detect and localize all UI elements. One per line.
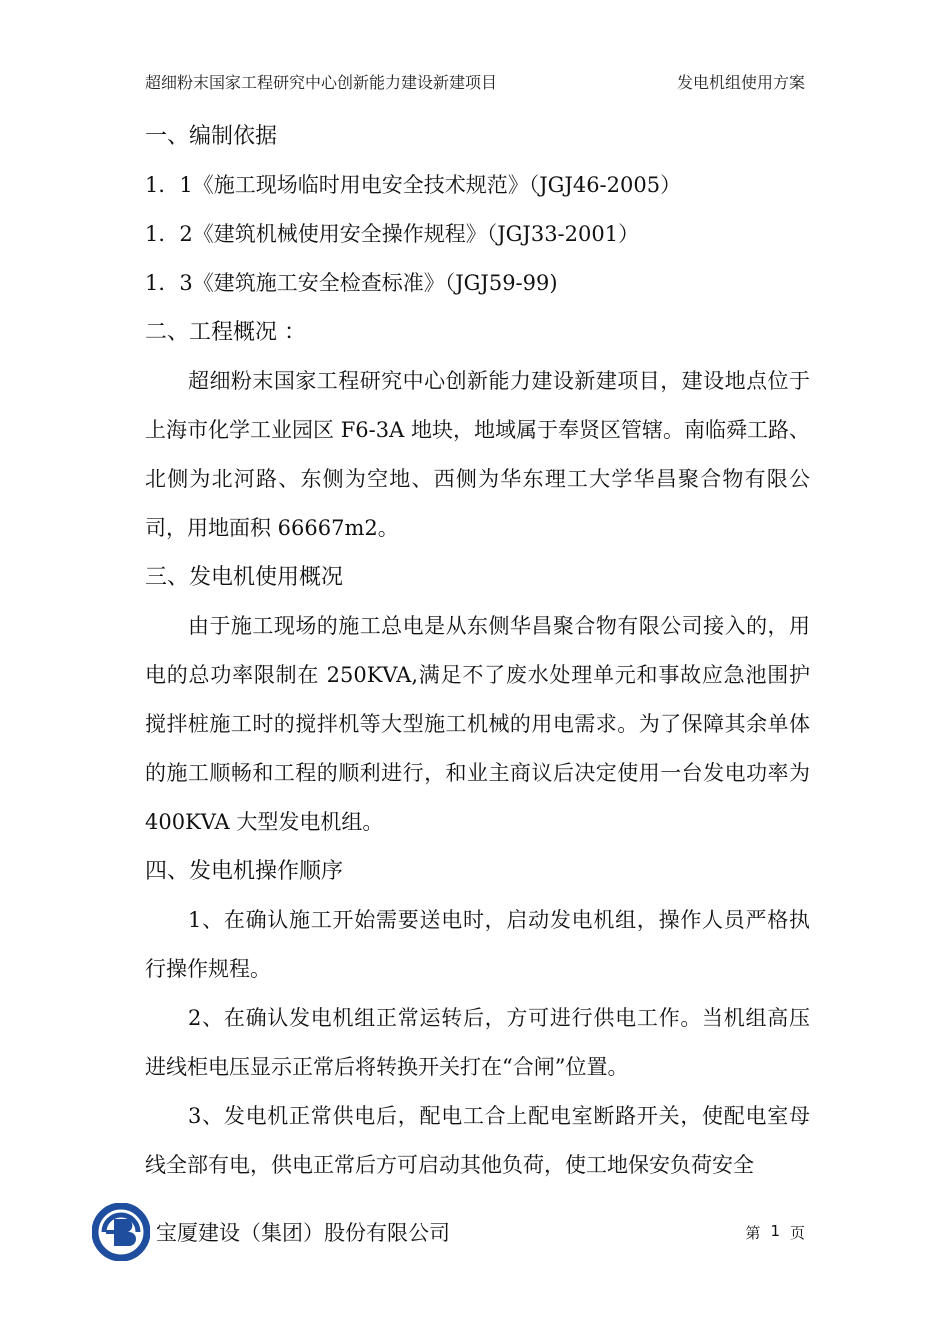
company-logo [92,1203,150,1261]
operation-step-paragraph: 1、在确认施工开始需要送电时，启动发电机组，操作人员严格执行操作规程。 [145,908,810,981]
header-project-title: 超细粉末国家工程研究中心创新能力建设新建项目 [145,73,498,92]
project-overview-paragraph: 超细粉末国家工程研究中心创新能力建设新建项目，建设地点位于上海市化学工业园区 F6-3A 地块，地域属于奉贤区管辖。南临舜工路、北侧为北河路、东侧为空地、西侧为华东理工大学华昌聚合物有限公司，用地面积 66667m2。 [145,369,810,540]
reference-item: 1．3《建筑施工安全检查标准》（JGJ59-99) [145,271,558,295]
page-header [145,70,805,93]
section-1-title: 一、编制依据 [145,124,278,149]
section-4-title: 四、发电机操作顺序 [145,859,344,884]
page-number-suffix: 页 [789,1223,805,1242]
reference-item: 1．1《施工现场临时用电安全技术规范》（JGJ46-2005） [145,173,682,197]
header-document-title: 发电机组使用方案 [676,73,805,92]
page-number [745,1222,805,1243]
page-footer [92,1200,805,1264]
operation-step-paragraph: 3、发电机正常供电后，配电工合上配电室断路开关，使配电室母线全部有电，供电正常后方可启动其他负荷，使工地保安负荷安全 [145,1104,810,1177]
company-name: 宝厦建设（集团）股份有限公司 [156,1221,450,1245]
section-3-title: 三、发电机使用概况 [145,565,344,590]
section-2-title: 二、工程概况 ： [145,320,306,345]
page-number-prefix: 第 [745,1223,761,1242]
operation-step-paragraph: 2、在确认发电机组正常运转后，方可进行供电工作。当机组高压进线柜电压显示正常后将转换开关打在“合闸”位置。 [145,1006,810,1079]
document-body [145,112,810,1190]
reference-item: 1．2《建筑机械使用安全操作规程》（JGJ33-2001） [145,222,640,246]
page-number-value: 1 [770,1221,780,1240]
generator-usage-paragraph: 由于施工现场的施工总电是从东侧华昌聚合物有限公司接入的，用电的总功率限制在 250KVA,满足不了废水处理单元和事故应急池围护搅拌桩施工时的搅拌机等大型施工机械的用电需求。为了保障其余单体的施工顺畅和工程的顺利进行，和业主商议后决定使用一台发电功率为 400KVA 大型发电机组。 [145,614,810,834]
